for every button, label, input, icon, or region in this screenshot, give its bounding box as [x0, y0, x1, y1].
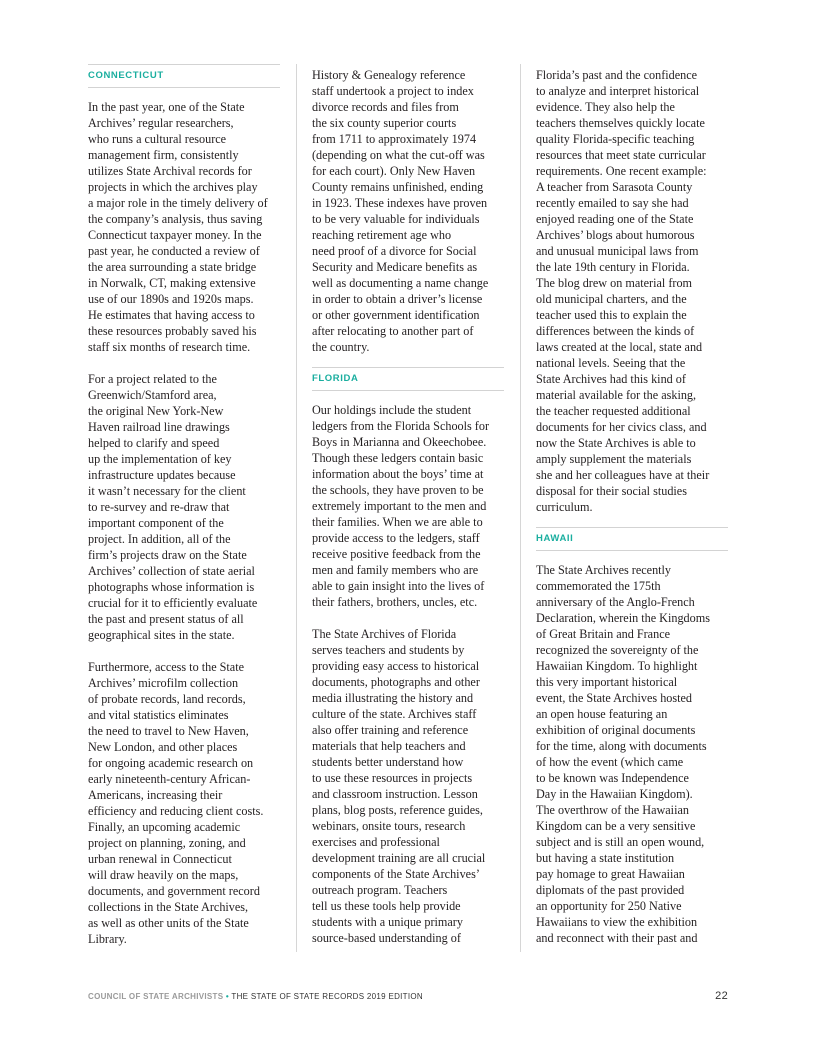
paragraph-line: or other government identification: [312, 308, 480, 322]
paragraph-line: Library.: [88, 932, 127, 946]
paragraph-line: curriculum.: [536, 500, 593, 514]
paragraph-line: commemorated the 175th: [536, 579, 661, 593]
paragraph-line: an opportunity for 250 Native: [536, 899, 682, 913]
paragraph-line: project. In addition, all of the: [88, 532, 231, 546]
column-3: [536, 67, 728, 946]
paragraph-line: the company’s analysis, thus saving: [88, 212, 263, 226]
paragraph-line: Hawaiian Kingdom. To highlight: [536, 659, 698, 673]
paragraph-line: after relocating to another part of: [312, 324, 474, 338]
paragraph-line: The blog drew on material from: [536, 276, 693, 290]
paragraph-line: the need to travel to New Haven,: [88, 724, 249, 738]
paragraph-line: enjoyed reading one of the State: [536, 212, 694, 226]
paragraph-line: Security and Medicare benefits as: [312, 260, 478, 274]
paragraph-line: a major role in the timely delivery of: [88, 196, 268, 210]
paragraph-line: Florida’s past and the confidence: [536, 68, 698, 82]
paragraph-line: now the State Archives is able to: [536, 436, 696, 450]
column-1: [88, 64, 280, 947]
paragraph-line: national levels. Seeing that the: [536, 356, 686, 370]
paragraph-line: documents, and government record: [88, 884, 260, 898]
paragraph-line: of probate records, land records,: [88, 692, 246, 706]
paragraph-line: reaching retirement age who: [312, 228, 452, 242]
paragraph-line: subject and is still an open wound,: [536, 835, 705, 849]
paragraph-line: Though these ledgers contain basic: [312, 451, 484, 465]
paragraph-line: the six county superior courts: [312, 116, 457, 130]
paragraph-line: plans, blog posts, reference guides,: [312, 803, 483, 817]
paragraph-line: these resources probably saved his: [88, 324, 257, 338]
paragraph-line: A teacher from Sarasota County: [536, 180, 693, 194]
paragraph: [312, 67, 504, 355]
column-divider: [520, 64, 521, 952]
section-heading-hawaii: HAWAII: [536, 533, 574, 544]
paragraph-line: an open house featuring an: [536, 707, 668, 721]
footer-separator: •: [225, 992, 230, 1001]
paragraph-line: pay homage to great Hawaiian: [536, 867, 685, 881]
paragraph-line: staff six months of research time.: [88, 340, 251, 354]
page-number: 22: [715, 990, 728, 1002]
paragraph-line: and reconnect with their past and: [536, 931, 698, 945]
paragraph-line: divorce records and files from: [312, 100, 459, 114]
paragraph-line: their fathers, brothers, uncles, etc.: [312, 595, 478, 609]
section-rule: [312, 390, 504, 391]
paragraph-line: for the time, along with documents: [536, 739, 707, 753]
paragraph-line: geographical sites in the state.: [88, 628, 235, 642]
paragraph-line: this very important historical: [536, 675, 678, 689]
paragraph-line: components of the State Archives’: [312, 867, 480, 881]
paragraph-line: their families. When we are able to: [312, 515, 483, 529]
paragraph-line: material available for the asking,: [536, 388, 697, 402]
paragraph-line: information about the boys’ time at: [312, 467, 484, 481]
paragraph-line: Our holdings include the student: [312, 403, 472, 417]
paragraph-line: men and family members who are: [312, 563, 479, 577]
paragraph-line: tell us these tools help provide: [312, 899, 461, 913]
paragraph-line: in order to obtain a driver’s license: [312, 292, 483, 306]
paragraph-line: laws created at the local, state and: [536, 340, 703, 354]
paragraph-line: from 1711 to approximately 1974: [312, 132, 477, 146]
paragraph-line: up the implementation of key: [88, 452, 232, 466]
paragraph-line: for each court). Only New Haven: [312, 164, 476, 178]
paragraph-line: project on planning, zoning, and: [88, 836, 246, 850]
column-2: [312, 67, 504, 946]
paragraph-line: provide access to the ledgers, staff: [312, 531, 480, 545]
paragraph-line: and vital statistics eliminates: [88, 708, 229, 722]
paragraph-line: teachers themselves quickly locate: [536, 116, 705, 130]
paragraph-line: source-based understanding of: [312, 931, 461, 945]
paragraph: [88, 99, 280, 355]
paragraph-line: documents, photographs and other: [312, 675, 480, 689]
paragraph-line: in Norwalk, CT, making extensive: [88, 276, 256, 290]
paragraph-line: The State Archives of Florida: [312, 627, 457, 641]
paragraph-line: early nineteenth-century African-: [88, 772, 251, 786]
paragraph-line: Connecticut taxpayer money. In the: [88, 228, 262, 242]
paragraph-line: also offer training and reference: [312, 723, 469, 737]
paragraph: [536, 67, 728, 515]
paragraph-line: Haven railroad line drawings: [88, 420, 230, 434]
paragraph-line: Day in the Hawaiian Kingdom).: [536, 787, 693, 801]
column-divider: [296, 64, 297, 952]
paragraph-line: materials that help teachers and: [312, 739, 466, 753]
paragraph-line: the country.: [312, 340, 370, 354]
paragraph-line: crucial for it to efficiently evaluate: [88, 596, 258, 610]
paragraph-line: quality Florida-specific teaching: [536, 132, 695, 146]
paragraph-line: teacher used this to explain the: [536, 308, 687, 322]
paragraph-line: extremely important to the men and: [312, 499, 487, 513]
paragraph-line: as well as other units of the State: [88, 916, 249, 930]
paragraph-line: she and her colleagues have at their: [536, 468, 710, 482]
paragraph-line: collections in the State Archives,: [88, 900, 249, 914]
paragraph-line: disposal for their social studies: [536, 484, 687, 498]
paragraph-line: past year, he conducted a review of: [88, 244, 260, 258]
paragraph-line: and unusual municipal laws from: [536, 244, 699, 258]
paragraph-line: Kingdom can be a very sensitive: [536, 819, 696, 833]
paragraph-line: development training are all crucial: [312, 851, 486, 865]
paragraph-line: will draw heavily on the maps,: [88, 868, 239, 882]
paragraph-line: efficiency and reducing client costs.: [88, 804, 264, 818]
paragraph-line: Finally, an upcoming academic: [88, 820, 241, 834]
paragraph: [88, 659, 280, 947]
paragraph-line: anniversary of the Anglo-French: [536, 595, 695, 609]
page-footer: [88, 991, 728, 1003]
paragraph-line: projects in which the archives play: [88, 180, 258, 194]
paragraph-line: students better understand how: [312, 755, 464, 769]
paragraph-line: Hawaiians to view the exhibition: [536, 915, 698, 929]
paragraph-line: to analyze and interpret historical: [536, 84, 700, 98]
paragraph-line: the area surrounding a state bridge: [88, 260, 257, 274]
paragraph-line: Archives’ microfilm collection: [88, 676, 239, 690]
paragraph-line: the late 19th century in Florida.: [536, 260, 690, 274]
paragraph-line: utilizes State Archival records for: [88, 164, 252, 178]
paragraph-line: providing easy access to historical: [312, 659, 480, 673]
paragraph-line: In the past year, one of the State: [88, 100, 245, 114]
paragraph-line: History & Genealogy reference: [312, 68, 466, 82]
paragraph-line: of Great Britain and France: [536, 627, 671, 641]
paragraph-line: photographs whose information is: [88, 580, 255, 594]
paragraph-line: Americans, increasing their: [88, 788, 223, 802]
paragraph-line: media illustrating the history and: [312, 691, 474, 705]
paragraph-line: He estimates that having access to: [88, 308, 255, 322]
paragraph-line: Archives’ collection of state aerial: [88, 564, 255, 578]
paragraph-line: management firm, consistently: [88, 148, 239, 162]
paragraph-line: County remains unfinished, ending: [312, 180, 484, 194]
paragraph-line: staff undertook a project to index: [312, 84, 474, 98]
paragraph-line: well as documenting a name change: [312, 276, 489, 290]
paragraph-line: requirements. One recent example:: [536, 164, 707, 178]
paragraph-line: outreach program. Teachers: [312, 883, 448, 897]
paragraph-line: firm’s projects draw on the State: [88, 548, 247, 562]
paragraph-line: to re-survey and re-draw that: [88, 500, 230, 514]
paragraph-line: Archives’ regular researchers,: [88, 116, 234, 130]
paragraph-line: amply supplement the materials: [536, 452, 692, 466]
paragraph-line: State Archives had this kind of: [536, 372, 686, 386]
section-rule: [88, 64, 280, 65]
paragraph-line: exercises and professional: [312, 835, 440, 849]
paragraph-line: For a project related to the: [88, 372, 217, 386]
paragraph-line: but having a state institution: [536, 851, 675, 865]
paragraph-line: use of our 1890s and 1920s maps.: [88, 292, 254, 306]
paragraph-line: urban renewal in Connecticut: [88, 852, 232, 866]
section-rule: [536, 550, 728, 551]
paragraph-line: important component of the: [88, 516, 224, 530]
paragraph-line: exhibition of original documents: [536, 723, 696, 737]
paragraph-line: documents for her civics class, and: [536, 420, 707, 434]
paragraph-line: to be very valuable for individuals: [312, 212, 480, 226]
paragraph-line: serves teachers and students by: [312, 643, 465, 657]
paragraph-line: diplomats of the past provided: [536, 883, 685, 897]
paragraph-line: resources that meet state curricular: [536, 148, 706, 162]
paragraph: [536, 562, 728, 946]
paragraph-line: New London, and other places: [88, 740, 238, 754]
paragraph-line: ledgers from the Florida Schools for: [312, 419, 490, 433]
paragraph-line: The overthrow of the Hawaiian: [536, 803, 689, 817]
paragraph-line: for ongoing academic research on: [88, 756, 254, 770]
paragraph-line: The State Archives recently: [536, 563, 672, 577]
paragraph-line: webinars, onsite tours, research: [312, 819, 466, 833]
section-rule: [88, 87, 280, 88]
paragraph-line: the past and present status of all: [88, 612, 244, 626]
paragraph: [88, 371, 280, 643]
paragraph-line: the schools, they have proven to be: [312, 483, 484, 497]
paragraph-line: Boys in Marianna and Okeechobee.: [312, 435, 487, 449]
section-rule: [312, 367, 504, 368]
paragraph-line: who runs a cultural resource: [88, 132, 227, 146]
paragraph-line: the teacher requested additional: [536, 404, 691, 418]
paragraph-line: differences between the kinds of: [536, 324, 695, 338]
paragraph-line: culture of the state. Archives staff: [312, 707, 477, 721]
section-rule: [536, 527, 728, 528]
paragraph-line: in 1923. These indexes have proven: [312, 196, 488, 210]
paragraph-line: students with a unique primary: [312, 915, 463, 929]
section-heading-florida: FLORIDA: [312, 373, 359, 384]
footer-organization: COUNCIL OF STATE ARCHIVISTS: [88, 992, 224, 1001]
paragraph-line: old municipal charters, and the: [536, 292, 687, 306]
paragraph-line: need proof of a divorce for Social: [312, 244, 477, 258]
paragraph-line: able to gain insight into the lives of: [312, 579, 485, 593]
paragraph-line: the original New York-New: [88, 404, 224, 418]
paragraph-line: helped to clarify and speed: [88, 436, 220, 450]
paragraph-line: of how the event (which came: [536, 755, 684, 769]
paragraph: [312, 402, 504, 610]
section-heading-connecticut: CONNECTICUT: [88, 70, 164, 81]
footer-publication-title: THE STATE OF STATE RECORDS 2019 EDITION: [231, 992, 423, 1001]
paragraph: [312, 626, 504, 946]
paragraph-line: it wasn’t necessary for the client: [88, 484, 246, 498]
paragraph-line: and classroom instruction. Lesson: [312, 787, 478, 801]
paragraph-line: (depending on what the cut-off was: [312, 148, 485, 162]
paragraph-line: Greenwich/Stamford area,: [88, 388, 217, 402]
paragraph-line: Archives’ blogs about humorous: [536, 228, 695, 242]
paragraph-line: recognized the sovereignty of the: [536, 643, 699, 657]
paragraph-line: recently emailed to say she had: [536, 196, 689, 210]
paragraph-line: Furthermore, access to the State: [88, 660, 245, 674]
paragraph-line: Declaration, wherein the Kingdoms: [536, 611, 710, 625]
paragraph-line: infrastructure updates because: [88, 468, 236, 482]
paragraph-line: evidence. They also help the: [536, 100, 675, 114]
paragraph-line: receive positive feedback from the: [312, 547, 481, 561]
paragraph-line: to use these resources in projects: [312, 771, 473, 785]
paragraph-line: to be known was Independence: [536, 771, 689, 785]
paragraph-line: event, the State Archives hosted: [536, 691, 693, 705]
